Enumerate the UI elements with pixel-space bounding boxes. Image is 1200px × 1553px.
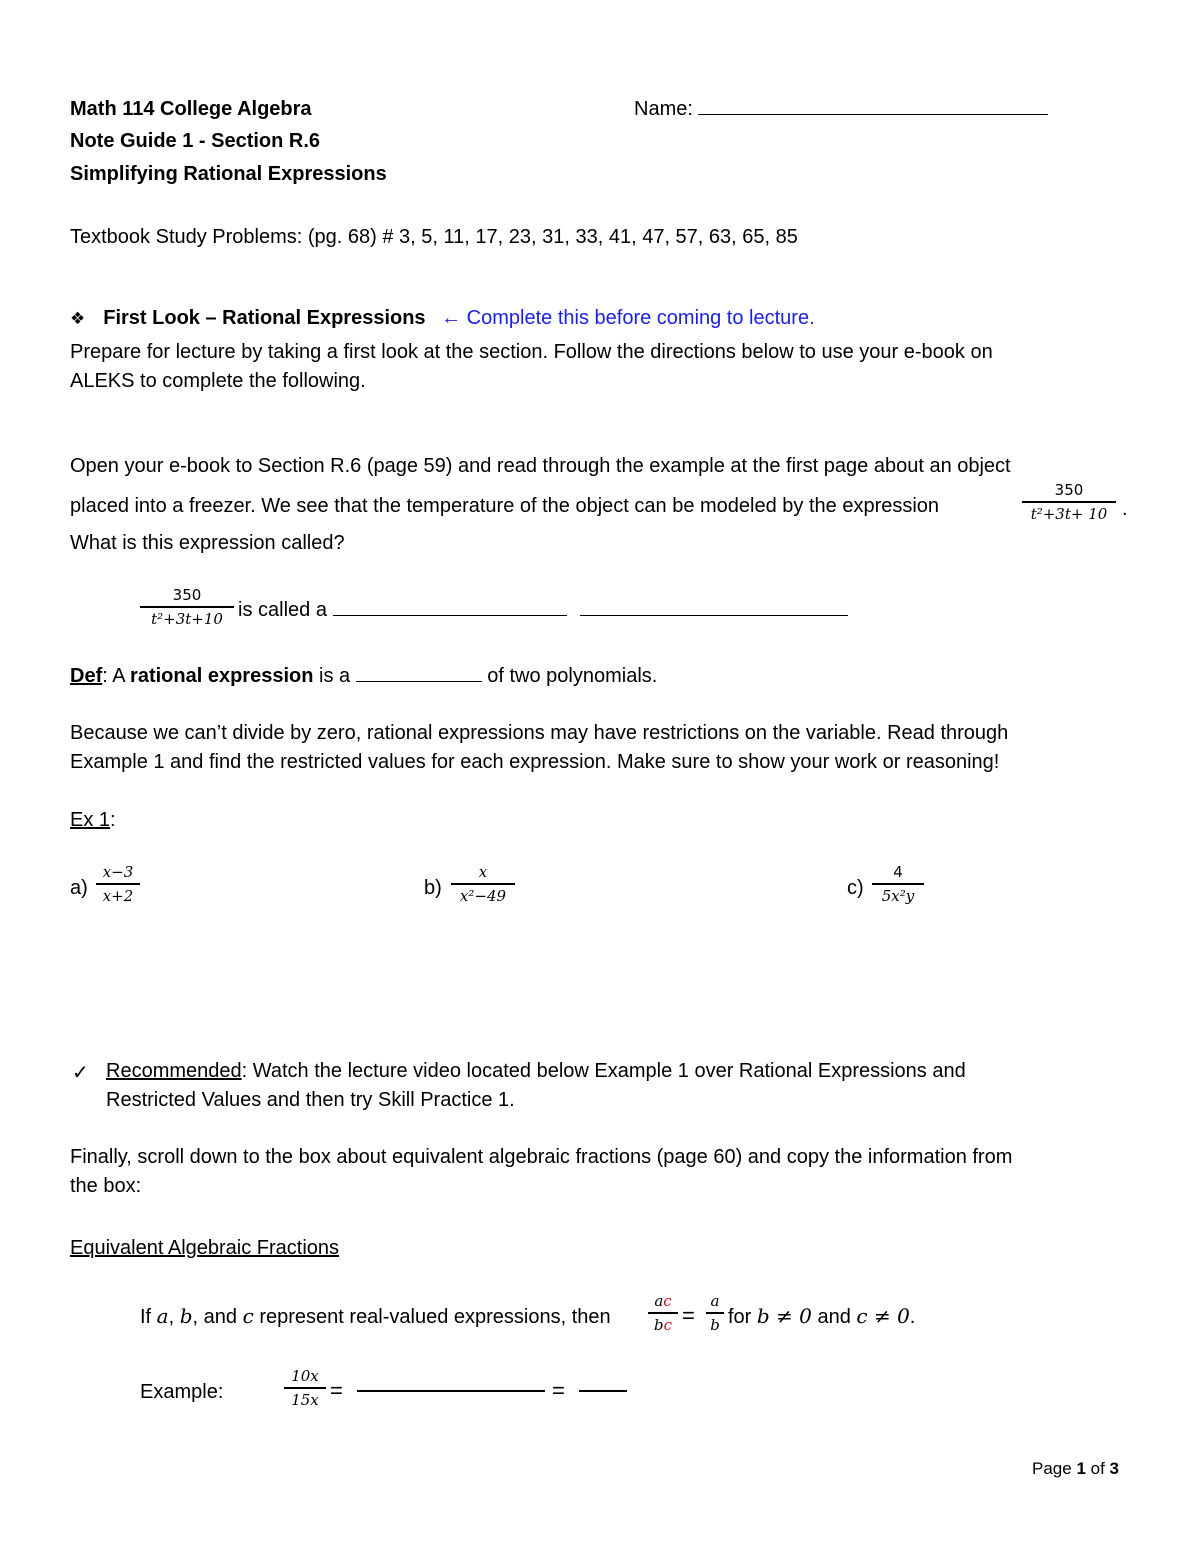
definition — [70, 665, 657, 688]
guide-title: Note Guide 1 - Section R.6 — [70, 130, 321, 152]
ex1-heading — [70, 809, 116, 832]
ex1-c-denominator: 5x²y — [881, 887, 915, 905]
ebook-line-3: What is this expression called? — [70, 532, 345, 554]
equivalent-rule — [140, 1304, 611, 1329]
page-total: 3 — [1109, 1459, 1119, 1478]
ex1-a-fraction — [96, 863, 140, 905]
fraction-bar — [648, 1312, 678, 1314]
ex1-a-numerator: x−3 — [102, 863, 134, 881]
called-text: is called a — [238, 599, 327, 621]
def-rest: of two polynomials. — [481, 665, 658, 687]
rule-frac1-num — [648, 1292, 678, 1310]
rule-and: , and — [192, 1306, 243, 1328]
example-denominator: 15x — [291, 1391, 319, 1409]
study-problems: Textbook Study Problems: (pg. 68) # 3, 5, 11, 17, 23, 31, 33, 41, 47, 57, 63, 65, 85 — [70, 226, 798, 248]
rule-frac2-den: b — [710, 1316, 720, 1334]
example-equals-2: = — [552, 1378, 565, 1403]
ex1-label: Ex 1 — [70, 809, 111, 831]
rule-frac1-num-c: c — [663, 1292, 672, 1310]
cond-c: c ≠ 0 — [856, 1304, 910, 1328]
name-label: Name: — [634, 98, 693, 120]
rule-frac1-den-b: b — [653, 1316, 664, 1334]
var-b: b — [179, 1304, 193, 1328]
called-line — [238, 599, 848, 622]
recommended-text-1: : Watch the lecture video located below Example 1 over Rational Expressions and — [241, 1060, 966, 1082]
diamond-bullet-icon: ❖ — [70, 309, 86, 329]
called-denominator: t²+3t+10 — [151, 610, 223, 628]
topic-title: Simplifying Rational Expressions — [70, 163, 387, 185]
fraction-bar — [284, 1387, 326, 1389]
course-title: Math 114 College Algebra — [70, 98, 312, 120]
fraction-bar — [451, 883, 515, 885]
first-look-intro-1: Prepare for lecture by taking a first look at the section. Follow the directions below to use your e-book on — [70, 341, 993, 363]
example-label: Example: — [140, 1381, 224, 1403]
first-look-intro-2: ALEKS to complete the following. — [70, 370, 366, 392]
name-field[interactable] — [634, 98, 1048, 121]
rule-conditions — [728, 1304, 915, 1329]
ebook-line-2: placed into a freezer. We see that the temperature of the object can be modeled by the expression — [70, 495, 940, 517]
rule-period: . — [909, 1306, 916, 1328]
ex1-b-numerator: x — [478, 863, 488, 881]
fraction-bar — [872, 883, 924, 885]
rule-fraction-a-b — [706, 1292, 724, 1334]
fraction-bar — [140, 606, 234, 608]
recommended-line-1 — [106, 1060, 966, 1083]
temperature-numerator: 350 — [1054, 481, 1084, 499]
cond-b: b ≠ 0 — [756, 1304, 812, 1328]
first-look-heading — [70, 307, 815, 330]
def-label: Def — [70, 665, 103, 687]
ebook-line-1: Open your e-book to Section R.6 (page 59) and read through the example at the first page about an object — [70, 455, 1011, 477]
def-blank[interactable] — [356, 681, 482, 682]
example-answer-bar-1[interactable] — [357, 1390, 545, 1392]
temperature-fraction — [1022, 481, 1116, 523]
example-equals-1: = — [330, 1378, 343, 1403]
fraction-bar — [1022, 501, 1116, 503]
var-a: a — [156, 1304, 169, 1328]
restrictions-line-2: Example 1 and find the restricted values for each expression. Make sure to show your work or reasoning! — [70, 751, 1000, 773]
rule-if: If — [140, 1306, 157, 1328]
called-fraction — [140, 586, 234, 628]
check-icon: ✓ — [72, 1062, 89, 1084]
def-term: rational expression — [130, 665, 314, 687]
ex1-c-fraction — [872, 863, 924, 905]
rule-and2: and — [811, 1306, 857, 1328]
rule-frac1-den-c: c — [663, 1316, 672, 1334]
example-numerator: 10x — [291, 1367, 319, 1385]
example-answer-bar-2[interactable] — [579, 1390, 627, 1392]
restrictions-line-1: Because we can’t divide by zero, rational expressions may have restrictions on the variable. Read through — [70, 722, 1009, 744]
rule-for: for — [728, 1306, 757, 1328]
ex1-b-fraction — [451, 863, 515, 905]
rule-frac1-den — [648, 1316, 678, 1334]
rule-fraction-ac-bc — [648, 1292, 678, 1334]
ex1-a-label: a) — [70, 877, 88, 899]
rule-frac2-num: a — [710, 1292, 720, 1310]
rule-represent: represent real-valued expressions, then — [253, 1306, 611, 1328]
rule-comma: , — [168, 1306, 180, 1328]
page-prefix: Page — [1032, 1459, 1077, 1478]
finally-line-1: Finally, scroll down to the box about equivalent algebraic fractions (page 60) and copy the information from — [70, 1146, 1013, 1168]
ex1-b-label: b) — [424, 877, 442, 899]
equivalent-heading: Equivalent Algebraic Fractions — [70, 1237, 340, 1259]
recommended-line-2: Restricted Values and then try Skill Practice 1. — [106, 1089, 515, 1111]
var-c: c — [242, 1304, 254, 1328]
first-look-note: ← Complete this before coming to lecture. — [441, 307, 815, 329]
finally-line-2: the box: — [70, 1175, 142, 1197]
ex1-c-numerator: 4 — [893, 863, 903, 881]
ex1-a-denominator: x+2 — [102, 887, 134, 905]
recommended-label: Recommended — [106, 1060, 242, 1082]
example-fraction — [284, 1367, 326, 1409]
ex1-b-denominator: x²−49 — [459, 887, 507, 905]
fraction-bar — [96, 883, 140, 885]
def-a: : A — [102, 665, 131, 687]
page-current: 1 — [1076, 1459, 1086, 1478]
ex1-colon: : — [110, 809, 116, 831]
page-number — [1032, 1459, 1119, 1479]
page-of: of — [1085, 1459, 1110, 1478]
name-blank[interactable] — [698, 114, 1048, 115]
fraction-bar — [706, 1312, 724, 1314]
def-is-a: is a — [313, 665, 356, 687]
rule-equals: = — [682, 1303, 695, 1328]
temperature-denominator: t²+3t+ 10 — [1030, 505, 1108, 523]
first-look-title: First Look – Rational Expressions — [103, 307, 426, 329]
called-blank-1[interactable] — [333, 615, 567, 616]
rule-frac1-num-a: a — [654, 1292, 664, 1310]
called-blank-2[interactable] — [580, 615, 848, 616]
ex1-c-label: c) — [847, 877, 864, 899]
called-numerator: 350 — [172, 586, 202, 604]
ebook-period: . — [1122, 498, 1128, 520]
